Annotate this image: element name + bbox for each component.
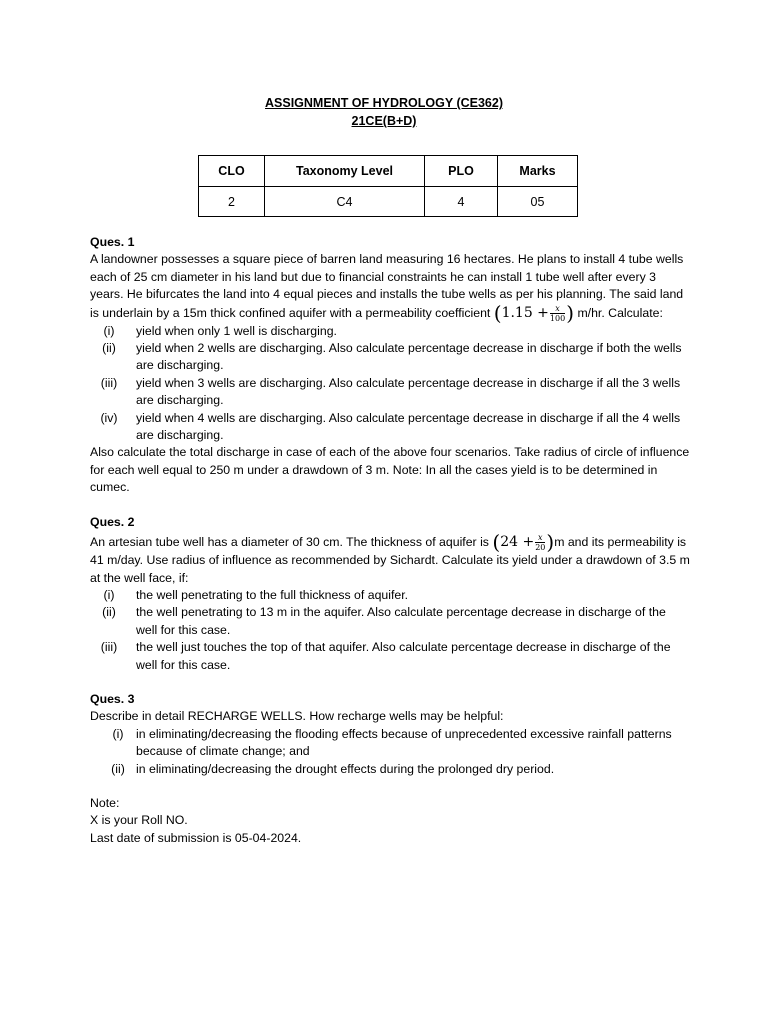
header-marks: Marks bbox=[498, 156, 578, 187]
item-number: (ii) bbox=[111, 761, 125, 776]
item-text: the well penetrating to the full thickness of aquifer. bbox=[136, 587, 409, 602]
item-number: (iv) bbox=[100, 410, 118, 425]
question-3-heading: Ques. 3 bbox=[90, 691, 135, 706]
question-1-outro: Also calculate the total discharge in case of each of the above four scenarios. Take radius of circle of influence for each well equal to 250 m under a drawdown of 3 m. Note: In all the cases yield is to be determined in cumec. bbox=[90, 445, 690, 495]
question-2-heading: Ques. 2 bbox=[90, 514, 135, 529]
question-3-intro: Describe in detail RECHARGE WELLS. How recharge wells may be helpful: bbox=[90, 709, 504, 724]
formula-denominator: 100 bbox=[549, 313, 566, 323]
formula-constant: 24 + bbox=[500, 533, 535, 550]
list-item bbox=[90, 375, 690, 410]
list-item bbox=[90, 340, 690, 375]
question-1-intro bbox=[90, 251, 690, 325]
item-number: (i) bbox=[103, 587, 115, 602]
item-number: (ii) bbox=[102, 605, 116, 620]
assignment-title: ASSIGNMENT OF HYDROLOGY (CE362) bbox=[265, 96, 503, 110]
question-3-list bbox=[90, 726, 690, 778]
question-1-intro-end: m/hr. Calculate: bbox=[577, 305, 663, 320]
question-2-intro bbox=[90, 529, 690, 587]
question-1-heading: Ques. 1 bbox=[90, 235, 135, 249]
formula-constant: 1.15 + bbox=[501, 304, 549, 321]
item-number: (i) bbox=[103, 323, 115, 338]
item-number: (iii) bbox=[100, 640, 118, 655]
note-submission-date: Last date of submission is 05-04-2024. bbox=[90, 830, 302, 845]
item-text: in eliminating/decreasing the drought effects during the prolonged dry period. bbox=[136, 761, 555, 776]
header-taxonomy-level: Taxonomy Level bbox=[265, 156, 425, 187]
cell-clo: 2 bbox=[199, 187, 265, 217]
formula-fraction bbox=[550, 304, 565, 323]
list-item bbox=[90, 604, 690, 639]
item-text: the well just touches the top of that aquifer. Also calculate percentage decrease in discharge of the well for this case. bbox=[136, 640, 671, 672]
question-2-intro-text: An artesian tube well has a diameter of 30 cm. The thickness of aquifer is bbox=[90, 534, 489, 549]
item-text: yield when 3 wells are discharging. Also calculate percentage decrease in discharge if all the 3 wells are discharging. bbox=[136, 375, 681, 408]
meta-table-row bbox=[199, 187, 578, 217]
list-item bbox=[90, 410, 690, 445]
note-roll-number: X is your Roll NO. bbox=[90, 813, 188, 828]
cell-plo: 4 bbox=[425, 187, 498, 217]
cell-taxonomy-level: C4 bbox=[265, 187, 425, 217]
list-item bbox=[90, 639, 690, 674]
cell-marks: 05 bbox=[498, 187, 578, 217]
list-item bbox=[90, 323, 690, 340]
meta-table-header-row bbox=[199, 156, 578, 187]
formula-denominator: 20 bbox=[535, 543, 546, 553]
note-heading: Note: bbox=[90, 795, 120, 810]
formula-numerator: x bbox=[538, 533, 543, 543]
question-2-list bbox=[90, 587, 690, 674]
item-number: (ii) bbox=[102, 341, 116, 356]
question-1-list bbox=[90, 323, 690, 445]
item-text: yield when only 1 well is discharging. bbox=[136, 323, 337, 338]
class-section: 21CE(B+D) bbox=[351, 114, 417, 128]
list-item bbox=[90, 761, 690, 778]
item-text: in eliminating/decreasing the flooding effects because of unprecedented excessive rainfall patterns because of climate change; and bbox=[136, 726, 672, 759]
permeability-formula: (1.15 + $\frac{x}{100}$ ) bbox=[493, 300, 575, 325]
question-2-intro-end: m and its permeability is 41 m/day. Use radius of influence as recommended by Sichardt. Calculate its yield under a drawdown of 3.5 m at the well face, if: bbox=[90, 534, 690, 585]
item-text: yield when 4 wells are discharging. Also calculate percentage decrease in discharge if all the 4 wells are discharging. bbox=[136, 410, 681, 443]
list-item bbox=[90, 726, 690, 761]
item-text: yield when 2 wells are discharging. Also calculate percentage decrease in discharge if both the wells are discharging. bbox=[136, 341, 682, 373]
header-plo: PLO bbox=[425, 156, 498, 187]
question-1-intro-text: A landowner possesses a square piece of barren land measuring 16 hectares. He plans to install 4 tube wells each of 25 cm diameter in his land but due to financial constraints he can install 1 tube well after every 3 years. He bifurcates the land into 4 equal pieces and installs the tube wells as per his planning. The said land is underlain by a 15m thick confined aquifer with a permeability coefficient bbox=[90, 252, 684, 320]
header-clo: CLO bbox=[199, 156, 265, 187]
list-item bbox=[90, 587, 690, 604]
formula-fraction bbox=[535, 533, 545, 552]
formula-numerator: x bbox=[555, 303, 560, 313]
item-number: (i) bbox=[112, 726, 124, 741]
assignment-body bbox=[90, 234, 690, 847]
item-text: the well penetrating to 13 m in the aquifer. Also calculate percentage decrease in discharge of the well for this case. bbox=[136, 605, 666, 637]
meta-table bbox=[198, 155, 578, 217]
item-number: (iii) bbox=[100, 375, 118, 390]
thickness-formula: (24 + $\frac{x}{20}$ ) bbox=[492, 529, 555, 554]
